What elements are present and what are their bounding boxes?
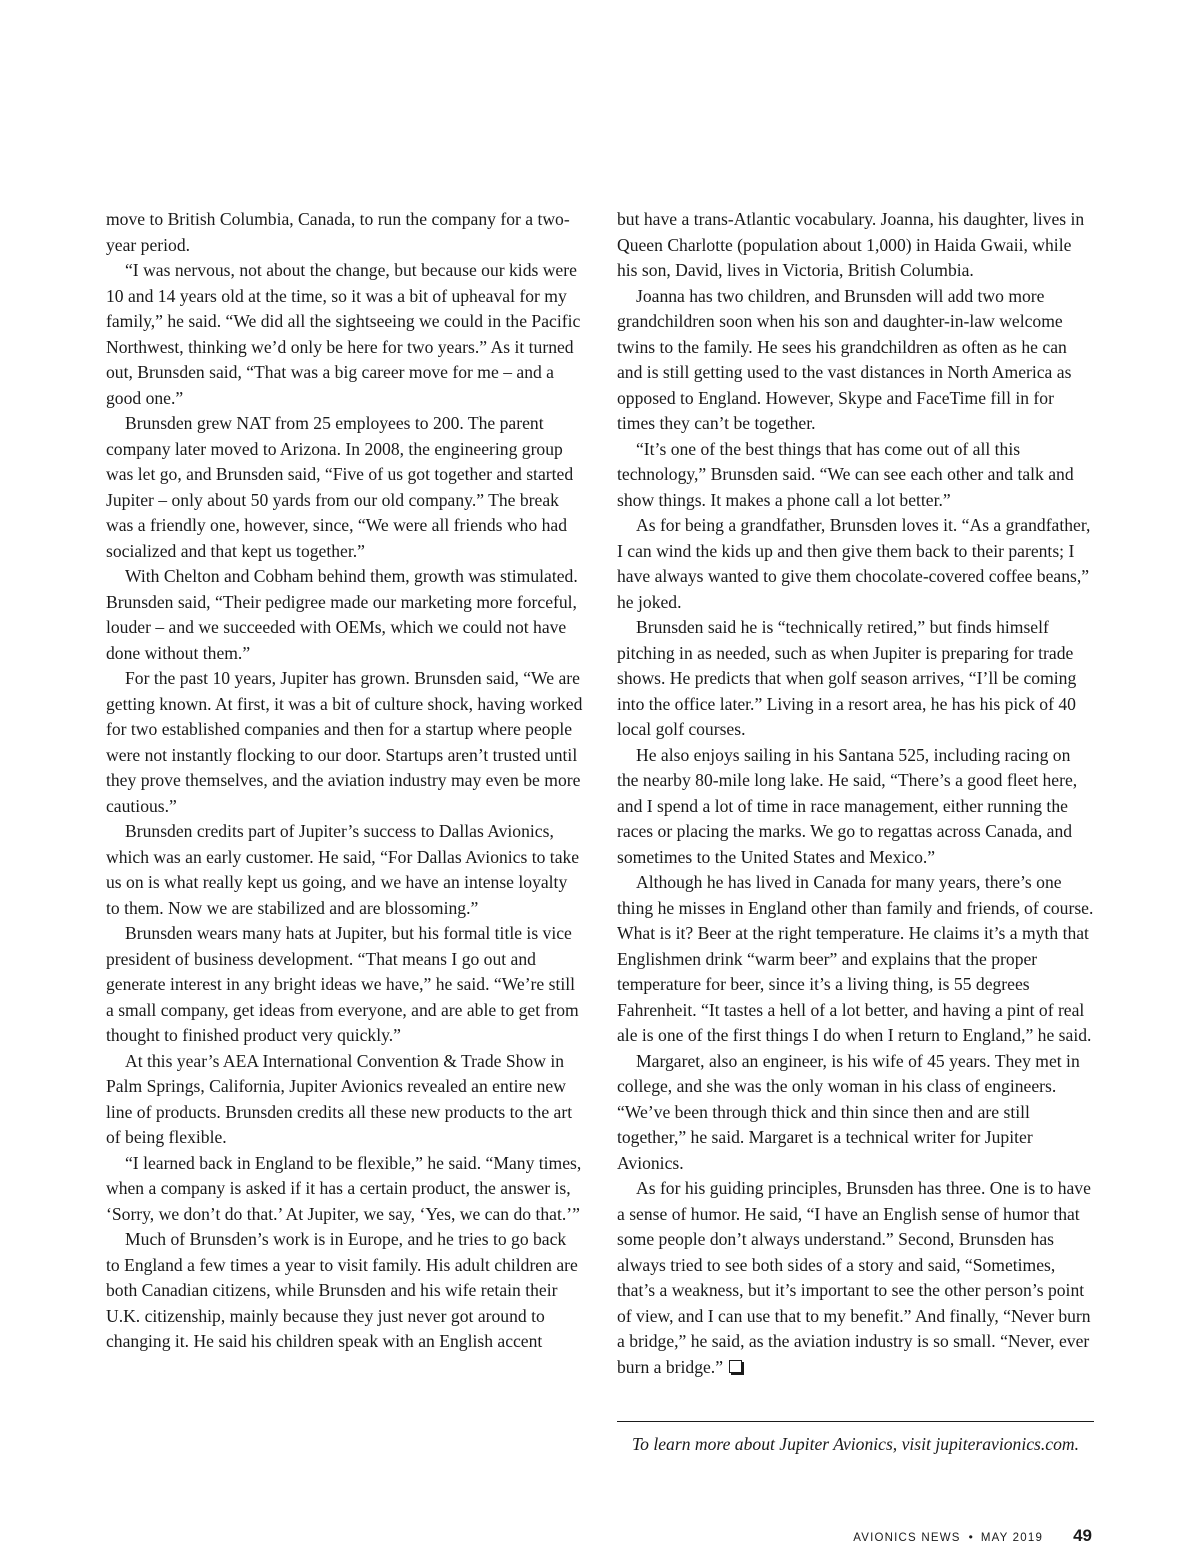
paragraph: Brunsden wears many hats at Jupiter, but his formal title is vice president of business development. “That means I go out and generate interest in any bright ideas we have,” he said. “We’re still a small company, get ideas from everyone, and are able to get from thought to finished product very quickly.” <box>106 923 579 1045</box>
paragraph: “I learned back in England to be flexible,” he said. “Many times, when a company is asked if it has a certain product, the answer is, ‘Sorry, we don’t do that.’ At Jupiter, we say, ‘Yes, we can do that.’” <box>106 1152 582 1224</box>
paragraph: Brunsden said he is “technically retired,” but finds himself pitching in as needed, such as when Jupiter is preparing for trade shows. He predicts that when golf season arrives, “I’ll be coming into the office later.” Living in a resort area, he has his pick of 40 local golf courses. <box>617 617 1077 739</box>
page-footer <box>853 1526 1092 1546</box>
footer-separator: • <box>968 1530 973 1544</box>
paragraph: As for being a grandfather, Brunsden loves it. “As a grandfather, I can wind the kids up and then give them back to their parents; I have always wanted to give them chocolate-covered coffee beans,” he joked. <box>617 515 1091 612</box>
page-number: 49 <box>1073 1526 1092 1545</box>
footnote: To learn more about Jupiter Avionics, visit jupiteravionics.com. <box>632 1434 1079 1454</box>
paragraph: He also enjoys sailing in his Santana 525, including racing on the nearby 80-mile long lake. He said, “There’s a good fleet here, and I spend a lot of time in race management, either running the races or placing the marks. We go to regattas across Canada, and sometimes to the United States and Mexico.” <box>617 744 1078 867</box>
left-column <box>106 207 584 1355</box>
paragraph: Margaret, also an engineer, is his wife of 45 years. They met in college, and she was the only woman in his class of engineers. “We’ve been through thick and thin since then and are still together,” he said. Margaret is a technical writer for Jupiter Avionics. <box>617 1050 1080 1173</box>
paragraph: Although he has lived in Canada for many years, there’s one thing he misses in England other than family and friends, of course. What is it? Beer at the right temperature. He claims it’s a myth that Englishmen drink “warm beer” and explains that the proper temperature for beer, since it’s a living thing, is 55 degrees Fahrenheit. “It tastes a hell of a lot better, and having a pint of real ale is one of the first things I do when I return to England,” he said. <box>617 872 1094 1045</box>
last-paragraph <box>617 1176 1095 1380</box>
footnote-divider <box>617 1421 1094 1422</box>
paragraph: “It’s one of the best things that has come out of all this technology,” Brunsden said. “We can see each other and talk and show things. It makes a phone call a lot better.” <box>617 438 1074 510</box>
right-column <box>617 207 1095 1380</box>
paragraph: move to British Columbia, Canada, to run the company for a two-year period. <box>106 209 570 255</box>
publication-name: AVIONICS NEWS <box>853 1532 961 1544</box>
paragraph: For the past 10 years, Jupiter has grown. Brunsden said, “We are getting known. At first, it was a bit of culture shock, having worked for two established companies and then for a startup where people were not instantly flocking to our door. Startups aren’t trusted until they prove themselves, and the aviation industry may even be more cautious.” <box>106 668 583 816</box>
paragraph: With Chelton and Cobham behind them, growth was stimulated. Brunsden said, “Their pedigree made our marketing more forceful, louder – and we succeeded with OEMs, which we could not have done without them.” <box>106 566 578 663</box>
paragraph: Brunsden credits part of Jupiter’s success to Dallas Avionics, which was an early customer. He said, “For Dallas Avionics to take us on is what really kept us going, and we have an intense loyalty to them. Now we are stabilized and are blossoming.” <box>106 821 580 918</box>
paragraph: Brunsden grew NAT from 25 employees to 200. The parent company later moved to Arizona. In 2008, the engineering group was let go, and Brunsden said, “Five of us got together and started Jupiter – only about 50 yards from our old company.” The break was a friendly one, however, since, “We were all friends who had socialized and that kept us together.” <box>106 413 574 561</box>
end-of-story-icon <box>729 1360 742 1373</box>
paragraph: Much of Brunsden’s work is in Europe, and he tries to go back to England a few times a year to visit family. His adult children are both Canadian citizens, while Brunsden and his wife retain their U.K. citizenship, mainly because they just never got around to changing it. He said his children speak with an English accent <box>106 1229 578 1351</box>
issue-date: MAY 2019 <box>980 1532 1044 1544</box>
paragraph: “I was nervous, not about the change, but because our kids were 10 and 14 years old at the time, so it was a bit of upheaval for my family,” he said. “We did all the sightseeing we could in the Pacific Northwest, thinking we’d only be here for two years.” As it turned out, Brunsden said, “That was a big career move for me – and a good one.” <box>106 260 581 408</box>
paragraph: Joanna has two children, and Brunsden will add two more grandchildren soon when his son and daughter-in-law welcome twins to the family. He sees his grandchildren as often as he can and is still getting used to the vast distances in North America as opposed to England. However, Skype and FaceTime fill in for times they can’t be together. <box>617 285 1072 433</box>
paragraph: but have a trans-Atlantic vocabulary. Joanna, his daughter, lives in Queen Charlotte (population about 1,000) in Haida Gwaii, while his son, David, lives in Victoria, British Columbia. <box>617 209 1085 280</box>
paragraph: At this year’s AEA International Convention & Trade Show in Palm Springs, California, Jupiter Avionics revealed an entire new line of products. Brunsden credits all these new products to the art of being flexible. <box>106 1050 573 1147</box>
paragraph-text: As for his guiding principles, Brunsden has three. One is to have a sense of humor. He said, “I have an English sense of humor that some people don’t always understand.” Second, Brunsden has always tried to see both sides of a story and said, “Sometimes, that’s a weakness, but it’s important to see the other person’s point of view, and I can use that to my benefit.” And finally, “Never burn a bridge,” he said, as the aviation industry is so small. “Never, ever burn a bridge.” <box>617 1178 1091 1377</box>
